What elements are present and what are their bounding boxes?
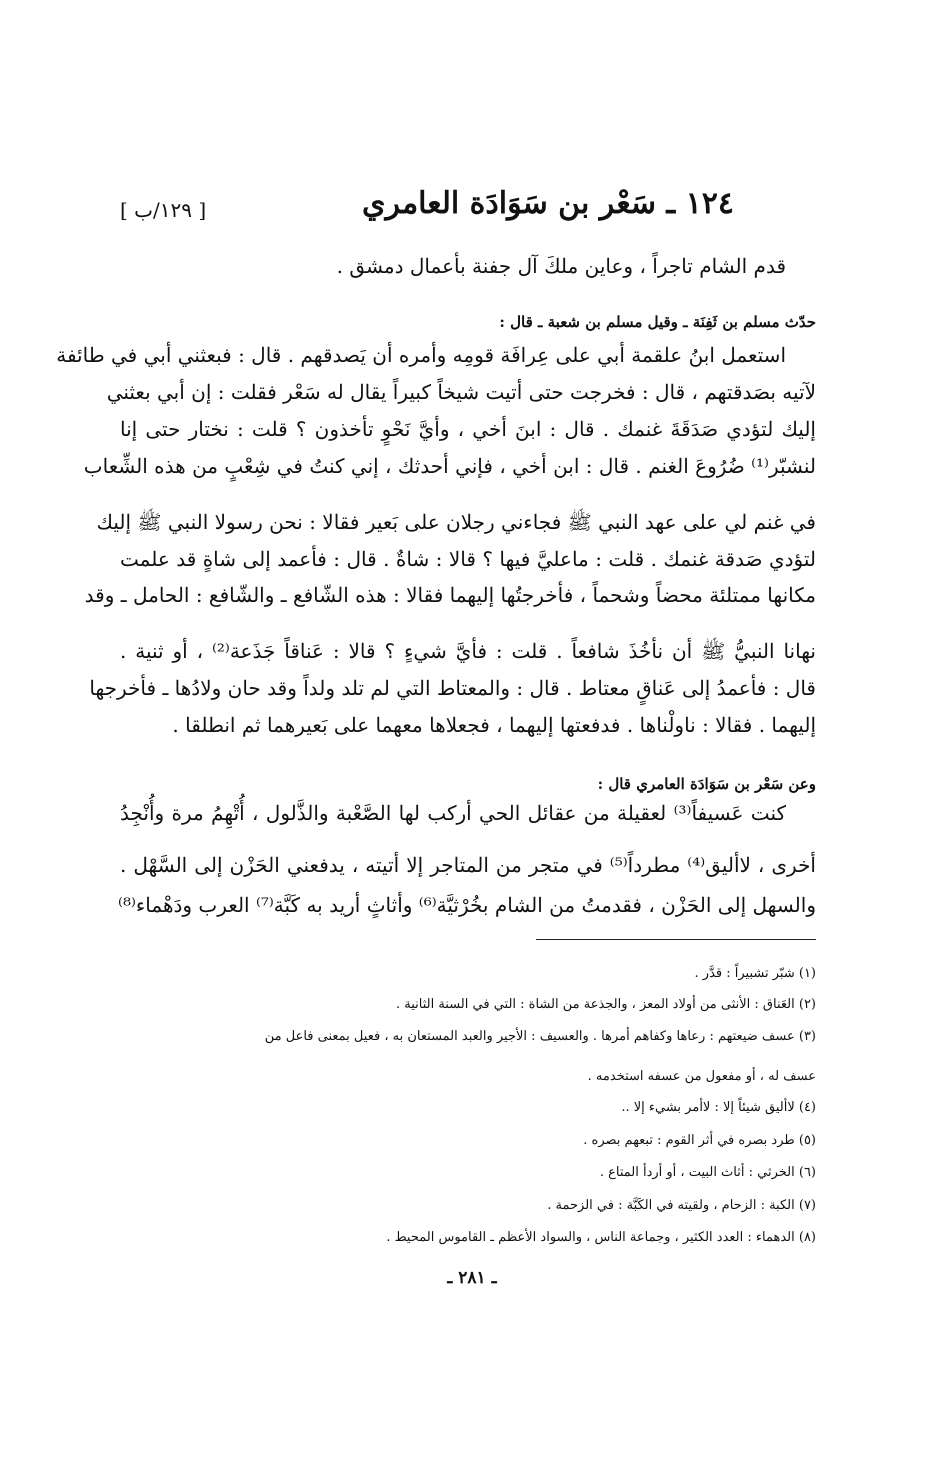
body-line: قال : فأعمدُ إلى عَناقٍ معتاط . قال : والمعتاط التي لم تلد ولداً وقد حان ولادُها ـ فأخرجها (89, 676, 816, 700)
body-line: نهانا النبيُّ ﷺ أن نأخُذَ شافعاً . قلت : فأيَّ شيءٍ ؟ قالا : عَناقاً جَذَعة⁽²⁾ ، أو ثنية . (120, 639, 816, 663)
entry-title: ١٢٤ ـ سَعْر بن سَوَادَة العامري (362, 186, 734, 221)
body-line: استعمل ابنُ علقمة أبي على عِرافَة قومِه وأمره أن يَصدقهم . قال : فبعثني أبي في طائفة (56, 343, 786, 367)
section1-heading: حدّث مسلم بن ثَفِنَة ـ وقيل مسلم بن شعبة ـ قال : (499, 313, 816, 331)
body-line: لتؤدي صَدقة غنمك . قلت : ماعليَّ فيها ؟ قالا : شاةٌ . قال : فأعمد إلى شاةٍ قد علمت (120, 547, 816, 571)
footnote-continuation: عسف له ، أو مفعول من عسفه استخدمه . (587, 1069, 816, 1084)
page-header (120, 186, 844, 234)
footnote: (٤) لاأليق شيئاً إلا : لاأمر بشيء إلا .. (621, 1100, 816, 1115)
footnote: (٦) الخرثي : أثاث البيت ، أو أردأ المتاع . (599, 1165, 816, 1180)
body-line: مكانها ممتلئة محضاً وشحماً ، فأخرجتُها إليهما فقالا : هذه الشّافع ـ والشّافع : الحامل ـ وقد (84, 583, 816, 607)
section2-heading: وعن سَعْر بن سَوَادَة العامري قال : (597, 775, 816, 793)
body-line: والسهل إلى الحَزْن ، فقدمتُ من الشام بخُرْثيَّة⁽⁶⁾ وأثاثٍ أريد به كَبَّة⁽⁷⁾ العرب ودَهْماء⁽⁸⁾ (118, 893, 816, 917)
body-line: إليهما . فقالا : ناولْناها . فدفعتها إليهما ، فجعلاها معهما على بَعيرهما ثم انطلقا . (172, 713, 816, 737)
body-line: في غنم لي على عهد النبي ﷺ فجاءني رجلان على بَعير فقالا : نحن رسولا النبي ﷺ إليك (96, 510, 816, 534)
footnote: (٧) الكبة : الزحام ، ولقيته في الكَبَّة : في الزحمة . (547, 1198, 816, 1213)
footnote: (١) شبّر تشبيراً : قدَّر . (694, 966, 816, 981)
body-line: إليك لتؤدي صَدَقَةَ غنمك . قال : ابنَ أخي ، وأيَّ نَحْوٍ تأخذون ؟ قلت : نختار حتى إنا (120, 417, 816, 441)
intro-line: قدم الشام تاجراً ، وعاين ملكَ آل جفنة بأعمال دمشق . (336, 254, 786, 278)
footnote-divider (536, 939, 816, 940)
footnote: (٣) عسف ضيعتهم : رعاها وكفاهم أمرها . والعسيف : الأجير والعبد المستعان به ، فعيل بمعنى فاعل من (264, 1029, 816, 1044)
body-line: أخرى ، لاأليق⁽⁴⁾ مطرداً⁽⁵⁾ في متجر من المتاجر إلا أتيته ، يدفعني الحَزْن إلى السَّهْل . (120, 853, 816, 877)
body-line: لآتيه بصَدقتهم ، قال : فخرجت حتى أتيت شيخاً كبيراً يقال له سَعْر فقلت : إن أبي بعثني (106, 380, 816, 404)
footnote: (٨) الدهماء : العدد الكثير ، وجماعة الناس ، والسواد الأعظم ـ القاموس المحيط . (386, 1230, 816, 1245)
body-line: كنت عَسيفاً⁽³⁾ لعقيلة من عقائل الحي أركب لها الصَّعْبة والذَّلول ، أُتْهِمُ مرة وأُنْجِدُ (120, 801, 786, 825)
footnote: (٢) العَناق : الأنثى من أولاد المعز ، والجذعة من الشاة : التي في السنة الثانية . (395, 997, 816, 1012)
folio-reference: [ ١٢٩/ب ] (120, 198, 207, 222)
body-line: لنشبّر⁽¹⁾ ضُرُوعَ الغنم . قال : ابن أخي ، فإني أحدثك ، إني كنتُ في شِعْبٍ من هذه الشِّعاب (83, 454, 816, 478)
footnote: (٥) طرد بصره في أثر القوم : تبعهم بصره . (583, 1133, 816, 1148)
page-number: ـ ٢٨١ ـ (447, 1268, 497, 1288)
